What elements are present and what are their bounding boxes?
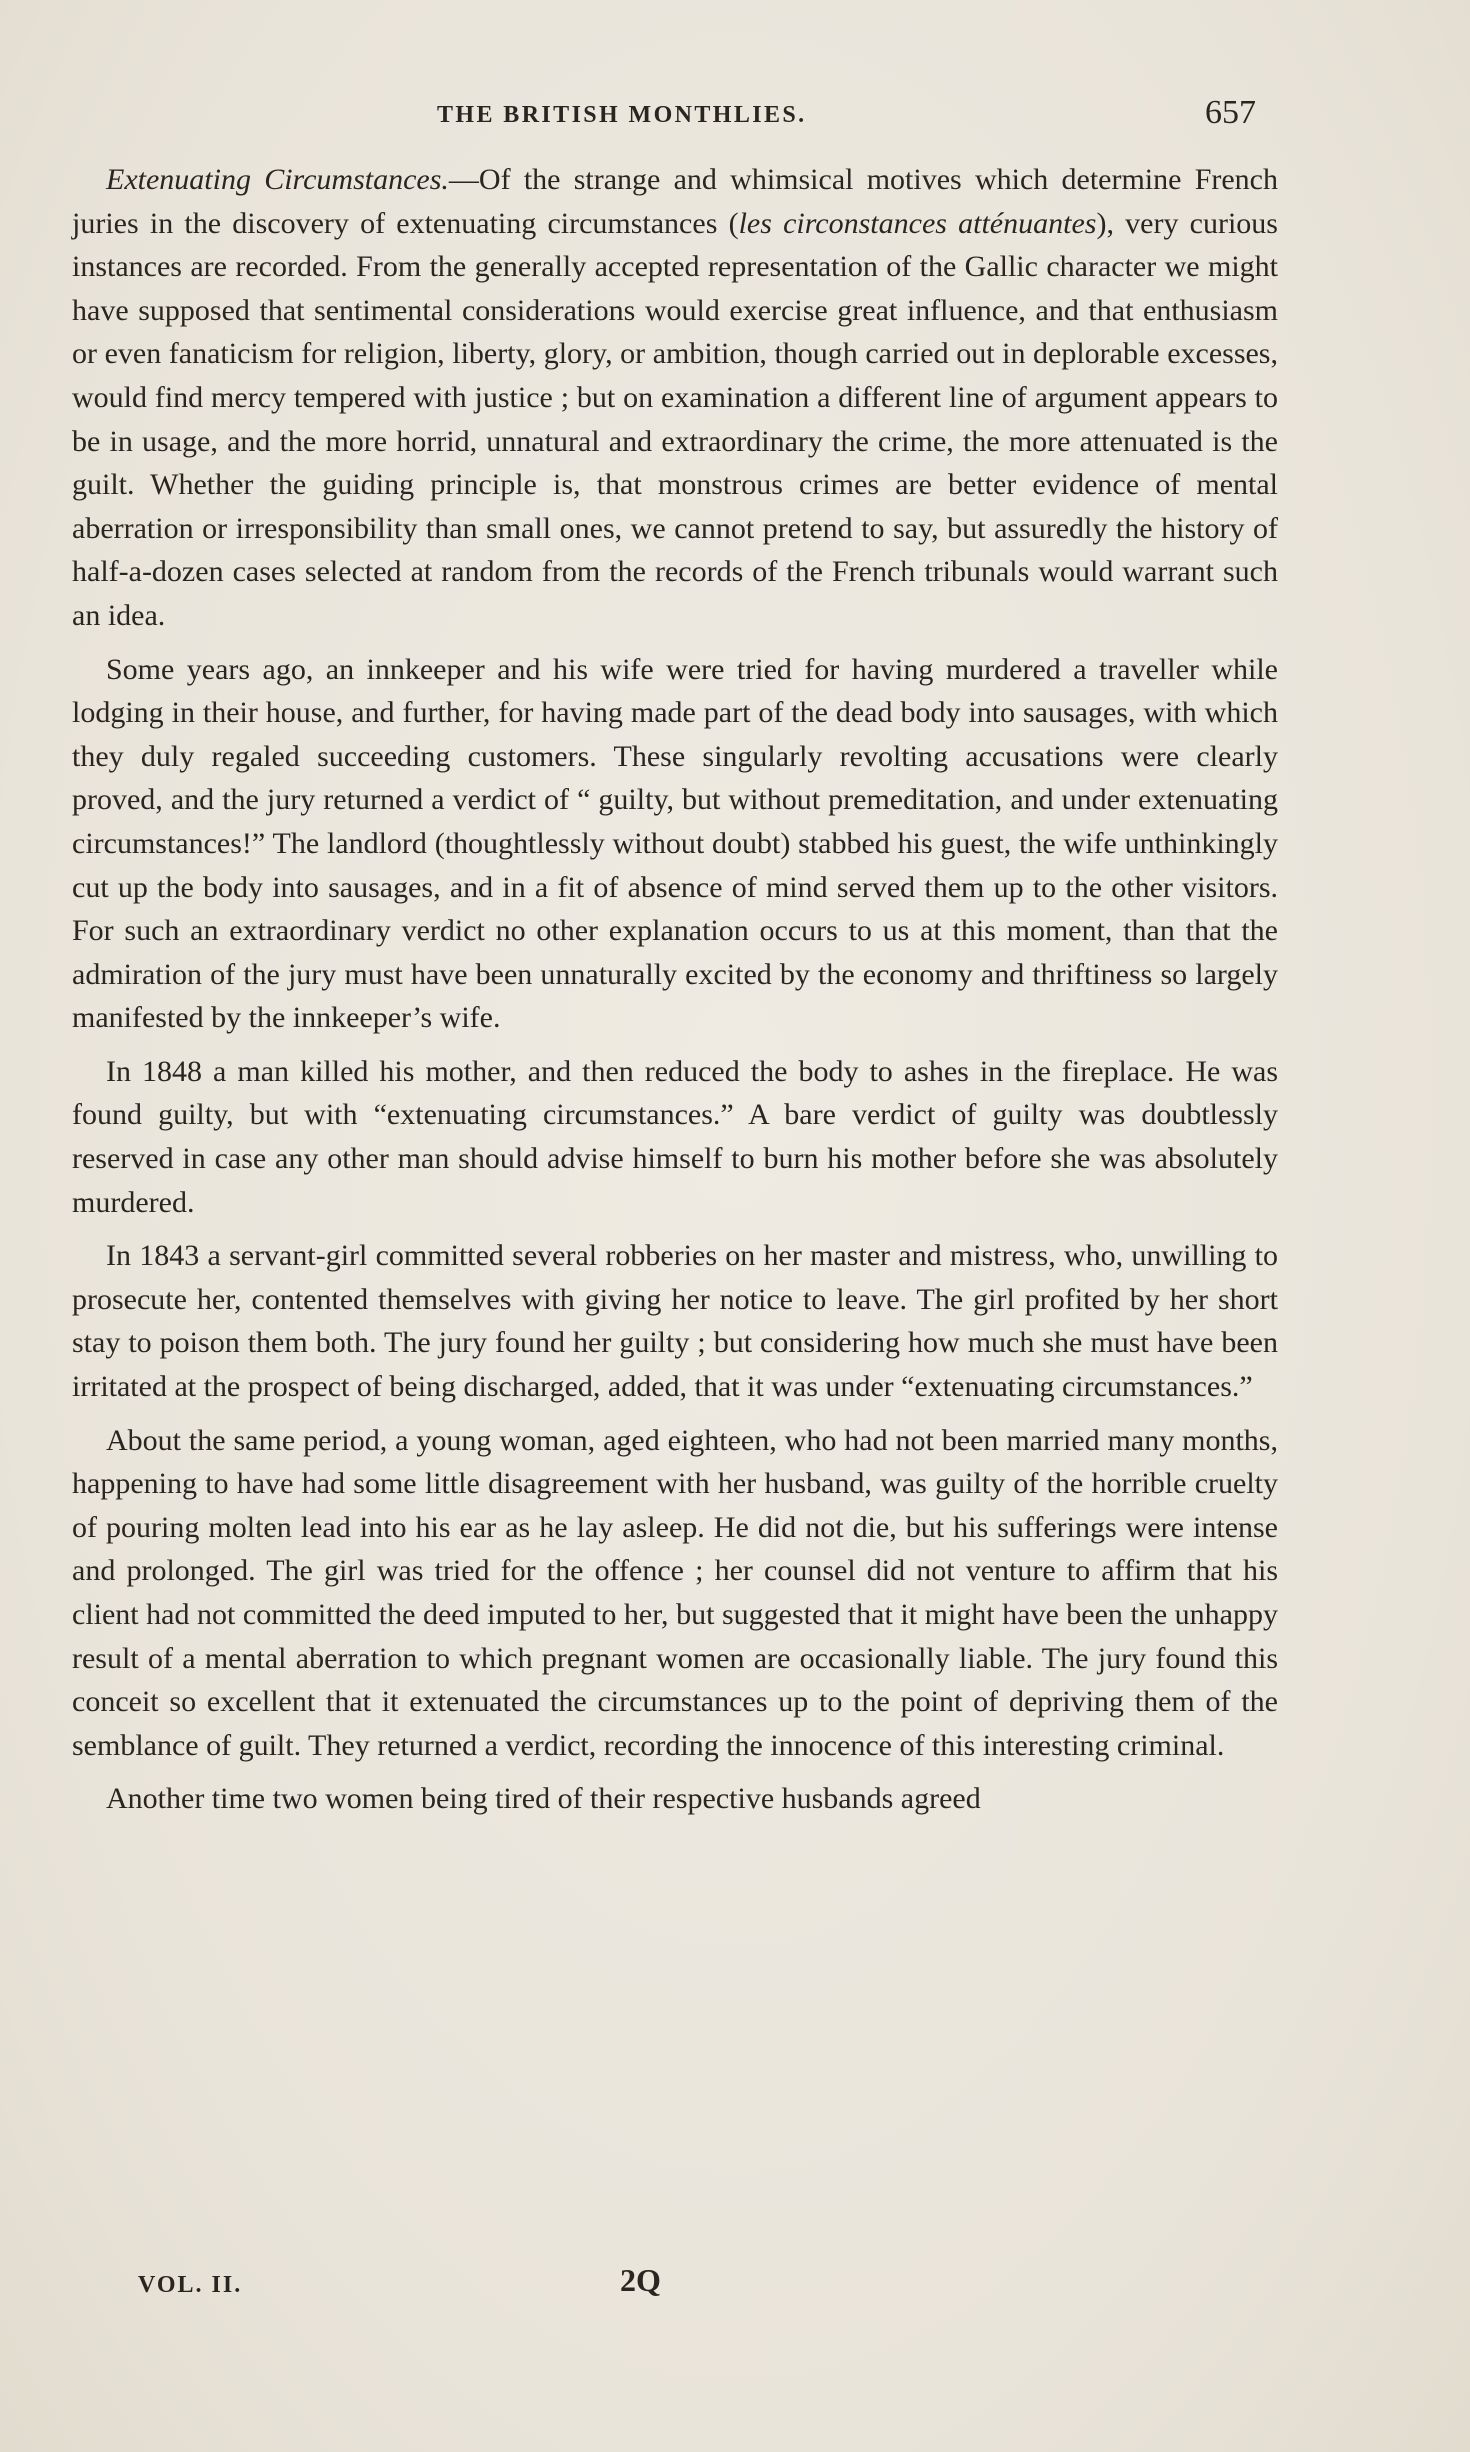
french-term: les circonstances atténuantes bbox=[738, 206, 1097, 240]
paragraph-1843-case: In 1843 a servant-girl committed several robberies on her master and mistress, who, unwilling to prosecute her, contented themselves with giving her notice to leave. The girl profited by her short stay to poison them both. The jury found her guilty ; but considering how much she must have been irritated at the prospect of being discharged, added, that it was under “extenuating circumstances.” bbox=[72, 1239, 1278, 1404]
page-footer bbox=[0, 2262, 1470, 2312]
article-body bbox=[72, 158, 1278, 1831]
paragraph-text: —Of the strange and whimsical motives which determine French juries in the discovery of extenuating circumstances ( bbox=[72, 163, 1279, 240]
page-header bbox=[72, 94, 1272, 134]
page-number: 657 bbox=[1205, 94, 1256, 131]
paragraph-innkeeper-case: Some years ago, an innkeeper and his wife were tried for having murdered a traveller while lodging in their house, and further, for having made part of the dead body into sausages, with which they duly regaled succeeding customers. These singularly revolting accusations were clearly proved, and the jury returned a verdict of “ guilty, but without premeditation, and under extenuating circumstances!” The landlord (thoughtlessly without doubt) stabbed his guest, the wife unthinkingly cut up the body into sausages, and in a fit of absence of mind served them up to the other visitors. For such an extraordinary verdict no other explanation occurs to us at this moment, than that the admiration of the jury must have been unnaturally excited by the economy and thriftiness so largely manifested by the innkeeper’s wife. bbox=[72, 652, 1278, 1035]
paragraph-1848-case: In 1848 a man killed his mother, and then reduced the body to ashes in the fireplace. He was found guilty, but with “extenuating circumstances.” A bare verdict of guilty was doubtlessly reserved in case any other man should advise himself to burn his mother before she was absolutely murdered. bbox=[72, 1054, 1278, 1219]
paragraph-molten-lead-case: About the same period, a young woman, aged eighteen, who had not been married many months, happening to have had some little disagreement with her husband, was guilty of the horrible cruelty of pouring molten lead into his ear as he lay asleep. He did not die, but his sufferings were intense and prolonged. The girl was tried for the offence ; her counsel did not venture to affirm that his client had not committed the deed imputed to her, but suggested that it might have been the unhappy result of a mental aberration to which pregnant women are occasionally liable. The jury found this conceit so excellent that it extenuated the circumstances up to the point of depriving them of the semblance of guilt. They returned a verdict, recording the innocence of this interesting criminal. bbox=[72, 1423, 1278, 1762]
section-lead: Extenuating Circumstances. bbox=[106, 163, 449, 196]
printer-signature: 2Q bbox=[620, 2262, 661, 2298]
paragraph-two-women-case: Another time two women being tired of their respective husbands agreed bbox=[106, 1782, 981, 1816]
volume-label: VOL. II. bbox=[138, 2272, 243, 2298]
running-title: THE BRITISH MONTHLIES. bbox=[437, 102, 807, 128]
paragraph-extenuating-circumstances bbox=[72, 158, 1278, 638]
paragraph-text: ), very curious instances are recorded. From the generally accepted representation of the Gallic character we might have supposed that sentimental considerations would exercise great influence, and that enthusiasm or even fanaticism for religion, liberty, glory, or ambition, though carried out in deplorable excesses, would find mercy tempered with justice ; but on examination a different line of argument appears to be in usage, and the more horrid, unnatural and extraordinary the crime, the more attenuated is the guilt. Whether the guiding principle is, that monstrous crimes are better evidence of mental aberration or irresponsibility than small ones, we cannot pretend to say, but assuredly the history of half-a-dozen cases selected at random from the records of the French tribunals would warrant such an idea. bbox=[72, 206, 1278, 632]
